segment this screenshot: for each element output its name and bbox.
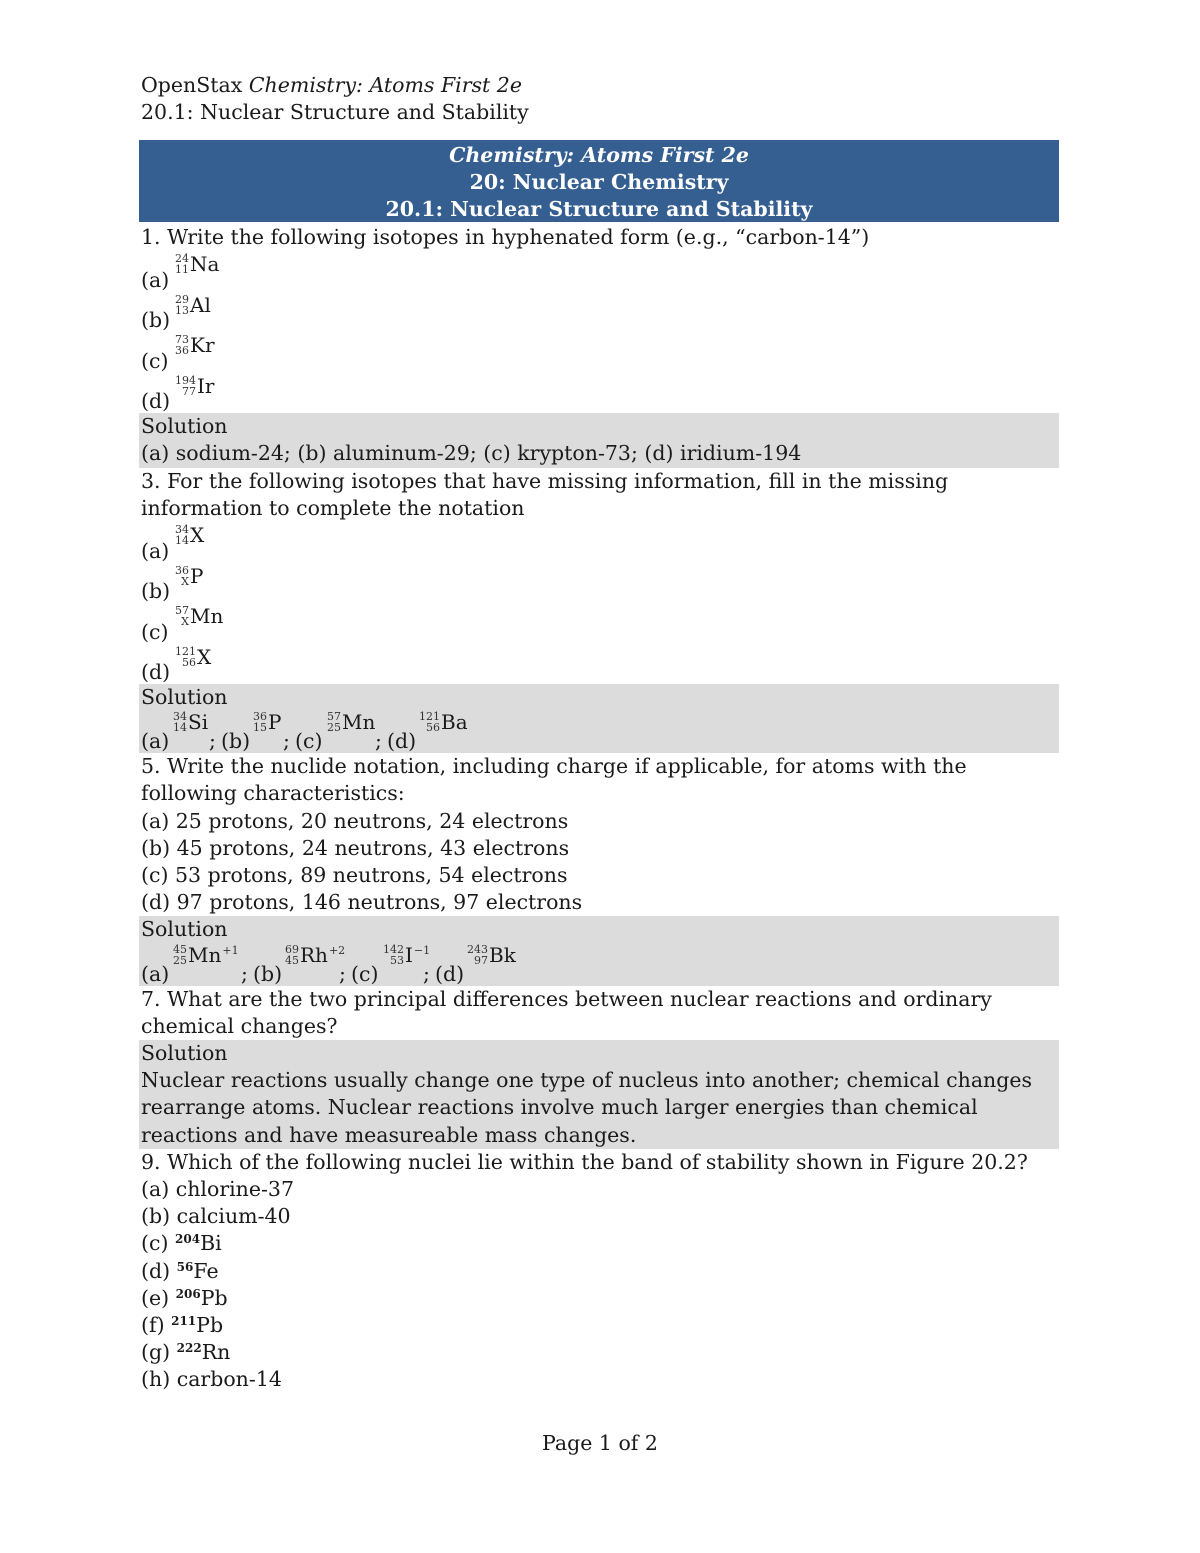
atomic-number: 14 — [175, 534, 189, 548]
nucleus-name: Pb — [200, 1285, 228, 1310]
header-book-title: Chemistry: Atoms First 2e — [248, 73, 522, 97]
atomic-number: 53 — [390, 953, 404, 967]
separator: ; — [339, 961, 346, 986]
atomic-number: 45 — [285, 953, 299, 967]
element-symbol: Kr — [190, 333, 215, 358]
banner-book-title: Chemistry: Atoms First 2e — [449, 143, 749, 167]
nuclide-notation — [175, 334, 215, 356]
q3-items — [141, 522, 1059, 684]
separator: ; — [375, 729, 382, 754]
characteristic-item: (c) 53 protons, 89 neutrons, 54 electrons — [141, 863, 568, 888]
item-label: (h) — [141, 1367, 177, 1392]
item-label: (a) — [141, 961, 170, 986]
nucleus-option — [141, 1258, 1059, 1285]
item-label: (g) — [141, 1340, 177, 1365]
atomic-number: 56 — [182, 655, 196, 669]
separator: ; — [241, 961, 248, 986]
element-symbol: X — [190, 523, 205, 548]
element-symbol: Na — [190, 252, 220, 277]
nucleus-option — [141, 1176, 1059, 1203]
nucleus-option — [141, 1285, 1059, 1312]
isotope-item — [141, 292, 1059, 333]
q3-prompt: 3. For the following isotopes that have missing information, fill in the missing information to complete the notation — [141, 468, 949, 520]
mass-number: 243 — [467, 942, 488, 956]
item-label: (c) — [295, 729, 323, 754]
mass-number: 36 — [175, 563, 189, 577]
nuclide-notation — [285, 944, 345, 966]
nuclide-notation — [419, 711, 468, 733]
atomic-number: 11 — [175, 263, 189, 277]
nuclide-notation — [175, 294, 211, 316]
mass-number: 34 — [175, 523, 189, 537]
element-symbol: Si — [188, 710, 209, 735]
item-label: (c) — [141, 619, 169, 644]
characteristic-item: (b) 45 protons, 24 neutrons, 43 electrons — [141, 835, 570, 860]
item-label: (e) — [141, 1285, 176, 1310]
nuclide-numbers — [175, 334, 189, 356]
element-symbol: I — [405, 942, 413, 967]
nucleus-option — [141, 1312, 1059, 1339]
item-label: (b) — [141, 579, 171, 604]
item-label: (c) — [351, 961, 379, 986]
q5-items — [141, 808, 1059, 917]
isotope-item — [141, 563, 1059, 604]
nuclide-numbers — [285, 944, 299, 966]
q5-solution-block — [139, 916, 1059, 985]
isotope-item — [141, 644, 1059, 685]
nuclide-notation — [253, 711, 281, 733]
q3-solution-block — [139, 684, 1059, 753]
nuclide-numbers — [175, 565, 189, 587]
nuclide-numbers — [175, 375, 196, 397]
element-symbol: X — [197, 644, 212, 669]
nuclide-notation — [175, 524, 204, 546]
atomic-number: 13 — [175, 303, 189, 317]
nucleus-option — [141, 1366, 1059, 1393]
item-label: (a) — [141, 1177, 176, 1202]
element-symbol: Mn — [188, 942, 222, 967]
nuclide-notation — [467, 944, 516, 966]
atomic-number: 15 — [253, 721, 267, 735]
atomic-number: 25 — [327, 721, 341, 735]
element-symbol: P — [190, 563, 204, 588]
q9-items — [141, 1176, 1059, 1394]
mass-number: 56 — [176, 1259, 194, 1274]
solution-label: Solution — [141, 414, 228, 439]
mass-number: 121 — [175, 644, 196, 658]
item-label: (d) — [141, 389, 171, 414]
nuclide-numbers — [327, 711, 341, 733]
mass-number: 69 — [285, 942, 299, 956]
atomic-number: 14 — [173, 721, 187, 735]
mass-number: 24 — [175, 252, 189, 266]
nuclide-numbers — [253, 711, 267, 733]
q1-solution-block — [139, 413, 1059, 467]
isotope-item — [141, 332, 1059, 373]
element-symbol: Mn — [342, 710, 376, 735]
q1-solution-text: (a) sodium-24; (b) aluminum-29; (c) krypton-73; (d) iridium-194 — [141, 441, 802, 466]
item-label: (a) — [141, 267, 170, 292]
element-symbol: P — [268, 710, 282, 735]
mass-number: 194 — [175, 373, 196, 387]
mass-number: 222 — [176, 1341, 202, 1356]
mass-number: 206 — [175, 1286, 201, 1301]
item-label: (d) — [141, 1258, 177, 1283]
q9-prompt: 9. Which of the following nuclei lie within the band of stability shown in Figure 20.2? — [141, 1149, 1028, 1174]
banner-chapter: 20: Nuclear Chemistry — [469, 170, 729, 194]
item-label: (a) — [141, 538, 170, 563]
separator: ; — [283, 729, 290, 754]
q7-solution-block — [139, 1040, 1059, 1149]
page-footer: Page 1 of 2 — [542, 1431, 658, 1455]
atomic-number: X — [181, 574, 189, 588]
nuclide-notation — [175, 253, 219, 275]
isotope-item — [141, 373, 1059, 414]
nucleus-option — [141, 1230, 1059, 1257]
nuclide-notation — [175, 605, 223, 627]
mass-number: 142 — [383, 942, 404, 956]
page-header — [141, 72, 529, 126]
mass-number: 57 — [327, 710, 341, 724]
nucleus-name: Pb — [196, 1313, 224, 1338]
nuclide-numbers — [175, 524, 189, 546]
nucleus-name: Bi — [200, 1231, 222, 1256]
nuclide-numbers — [175, 294, 189, 316]
atomic-number: 77 — [182, 384, 196, 398]
q1-items — [141, 251, 1059, 413]
isotope-item — [141, 603, 1059, 644]
atomic-number: 56 — [426, 721, 440, 735]
q7-prompt: 7. What are the two principal differences between nuclear reactions and ordinary chemical changes? — [141, 986, 992, 1038]
header-publisher: OpenStax — [141, 73, 243, 97]
mass-number: 45 — [173, 942, 187, 956]
item-label: (b) — [221, 729, 251, 754]
banner-section: 20.1: Nuclear Structure and Stability — [385, 197, 813, 221]
item-label: (d) — [141, 660, 171, 685]
nucleus-name: chlorine-37 — [175, 1177, 295, 1202]
solution-label: Solution — [141, 1041, 228, 1066]
isotope-item — [141, 522, 1059, 563]
nuclide-numbers — [175, 253, 189, 275]
nuclide-notation — [327, 711, 375, 733]
solution-label: Solution — [141, 917, 228, 942]
mass-number: 204 — [175, 1232, 201, 1247]
mass-number: 73 — [175, 333, 189, 347]
item-label: (b) — [253, 961, 283, 986]
mass-number: 34 — [173, 710, 187, 724]
item-label: (b) — [141, 308, 171, 333]
mass-number: 211 — [171, 1314, 197, 1329]
nuclide-numbers — [175, 605, 189, 627]
mass-number: 36 — [253, 710, 267, 724]
separator: ; — [209, 729, 216, 754]
element-symbol: Bk — [489, 942, 516, 967]
nuclide-numbers — [419, 711, 440, 733]
nucleus-name: Fe — [193, 1258, 219, 1283]
item-label: (f) — [141, 1313, 172, 1338]
nuclide-numbers — [173, 944, 187, 966]
mass-number: 121 — [419, 710, 440, 724]
q5-prompt: 5. Write the nuclide notation, including charge if applicable, for atoms with the following characteristics: — [141, 754, 967, 806]
mass-number: 57 — [175, 604, 189, 618]
nuclide-notation — [175, 565, 203, 587]
nucleus-name: Rn — [201, 1340, 231, 1365]
nuclide-numbers — [173, 711, 187, 733]
atomic-number: 25 — [173, 953, 187, 967]
element-symbol: Mn — [190, 604, 224, 629]
nuclide-notation — [173, 711, 208, 733]
nucleus-option — [141, 1339, 1059, 1366]
separator: ; — [423, 961, 430, 986]
mass-number: 29 — [175, 292, 189, 306]
item-label: (c) — [141, 348, 169, 373]
header-book-line — [141, 72, 529, 99]
ion-charge: +1 — [222, 943, 239, 957]
q1-prompt: 1. Write the following isotopes in hyphenated form (e.g., “carbon-14”) — [141, 225, 870, 249]
atomic-number: 36 — [175, 344, 189, 358]
item-label: (b) — [141, 1204, 177, 1229]
nuclide-notation — [173, 944, 239, 966]
nucleus-name: calcium-40 — [176, 1204, 291, 1229]
element-symbol: Rh — [300, 942, 328, 967]
nuclide-notation — [175, 646, 211, 668]
solution-label: Solution — [141, 685, 228, 710]
nucleus-name: carbon-14 — [176, 1367, 282, 1392]
chapter-banner — [139, 140, 1059, 222]
nuclide-numbers — [383, 944, 404, 966]
q3-solution-notation — [141, 711, 1059, 753]
atomic-number: X — [181, 615, 189, 629]
element-symbol: Ir — [197, 373, 215, 398]
element-symbol: Al — [190, 292, 211, 317]
nuclide-numbers — [467, 944, 488, 966]
element-symbol: Ba — [441, 710, 468, 735]
nucleus-option — [141, 1203, 1059, 1230]
item-label: (d) — [387, 729, 417, 754]
nuclide-numbers — [175, 646, 196, 668]
nuclide-notation — [175, 375, 214, 397]
document-body — [141, 224, 1059, 1394]
item-label: (c) — [141, 1231, 175, 1256]
item-label: (d) — [435, 961, 465, 986]
q5-solution-notation — [141, 944, 1059, 986]
item-label: (a) — [141, 729, 170, 754]
q7-solution-text: Nuclear reactions usually change one type of nucleus into another; chemical changes rearrange atoms. Nuclear reactions involve much larger energies than chemical reactions and have measureable mass changes. — [141, 1068, 1033, 1147]
characteristic-item: (d) 97 protons, 146 neutrons, 97 electrons — [141, 890, 583, 915]
characteristic-item: (a) 25 protons, 20 neutrons, 24 electrons — [141, 808, 569, 833]
isotope-item — [141, 251, 1059, 292]
ion-charge: +2 — [328, 943, 346, 957]
ion-charge: −1 — [413, 943, 431, 957]
atomic-number: 97 — [474, 953, 488, 967]
header-section: 20.1: Nuclear Structure and Stability — [141, 100, 529, 124]
